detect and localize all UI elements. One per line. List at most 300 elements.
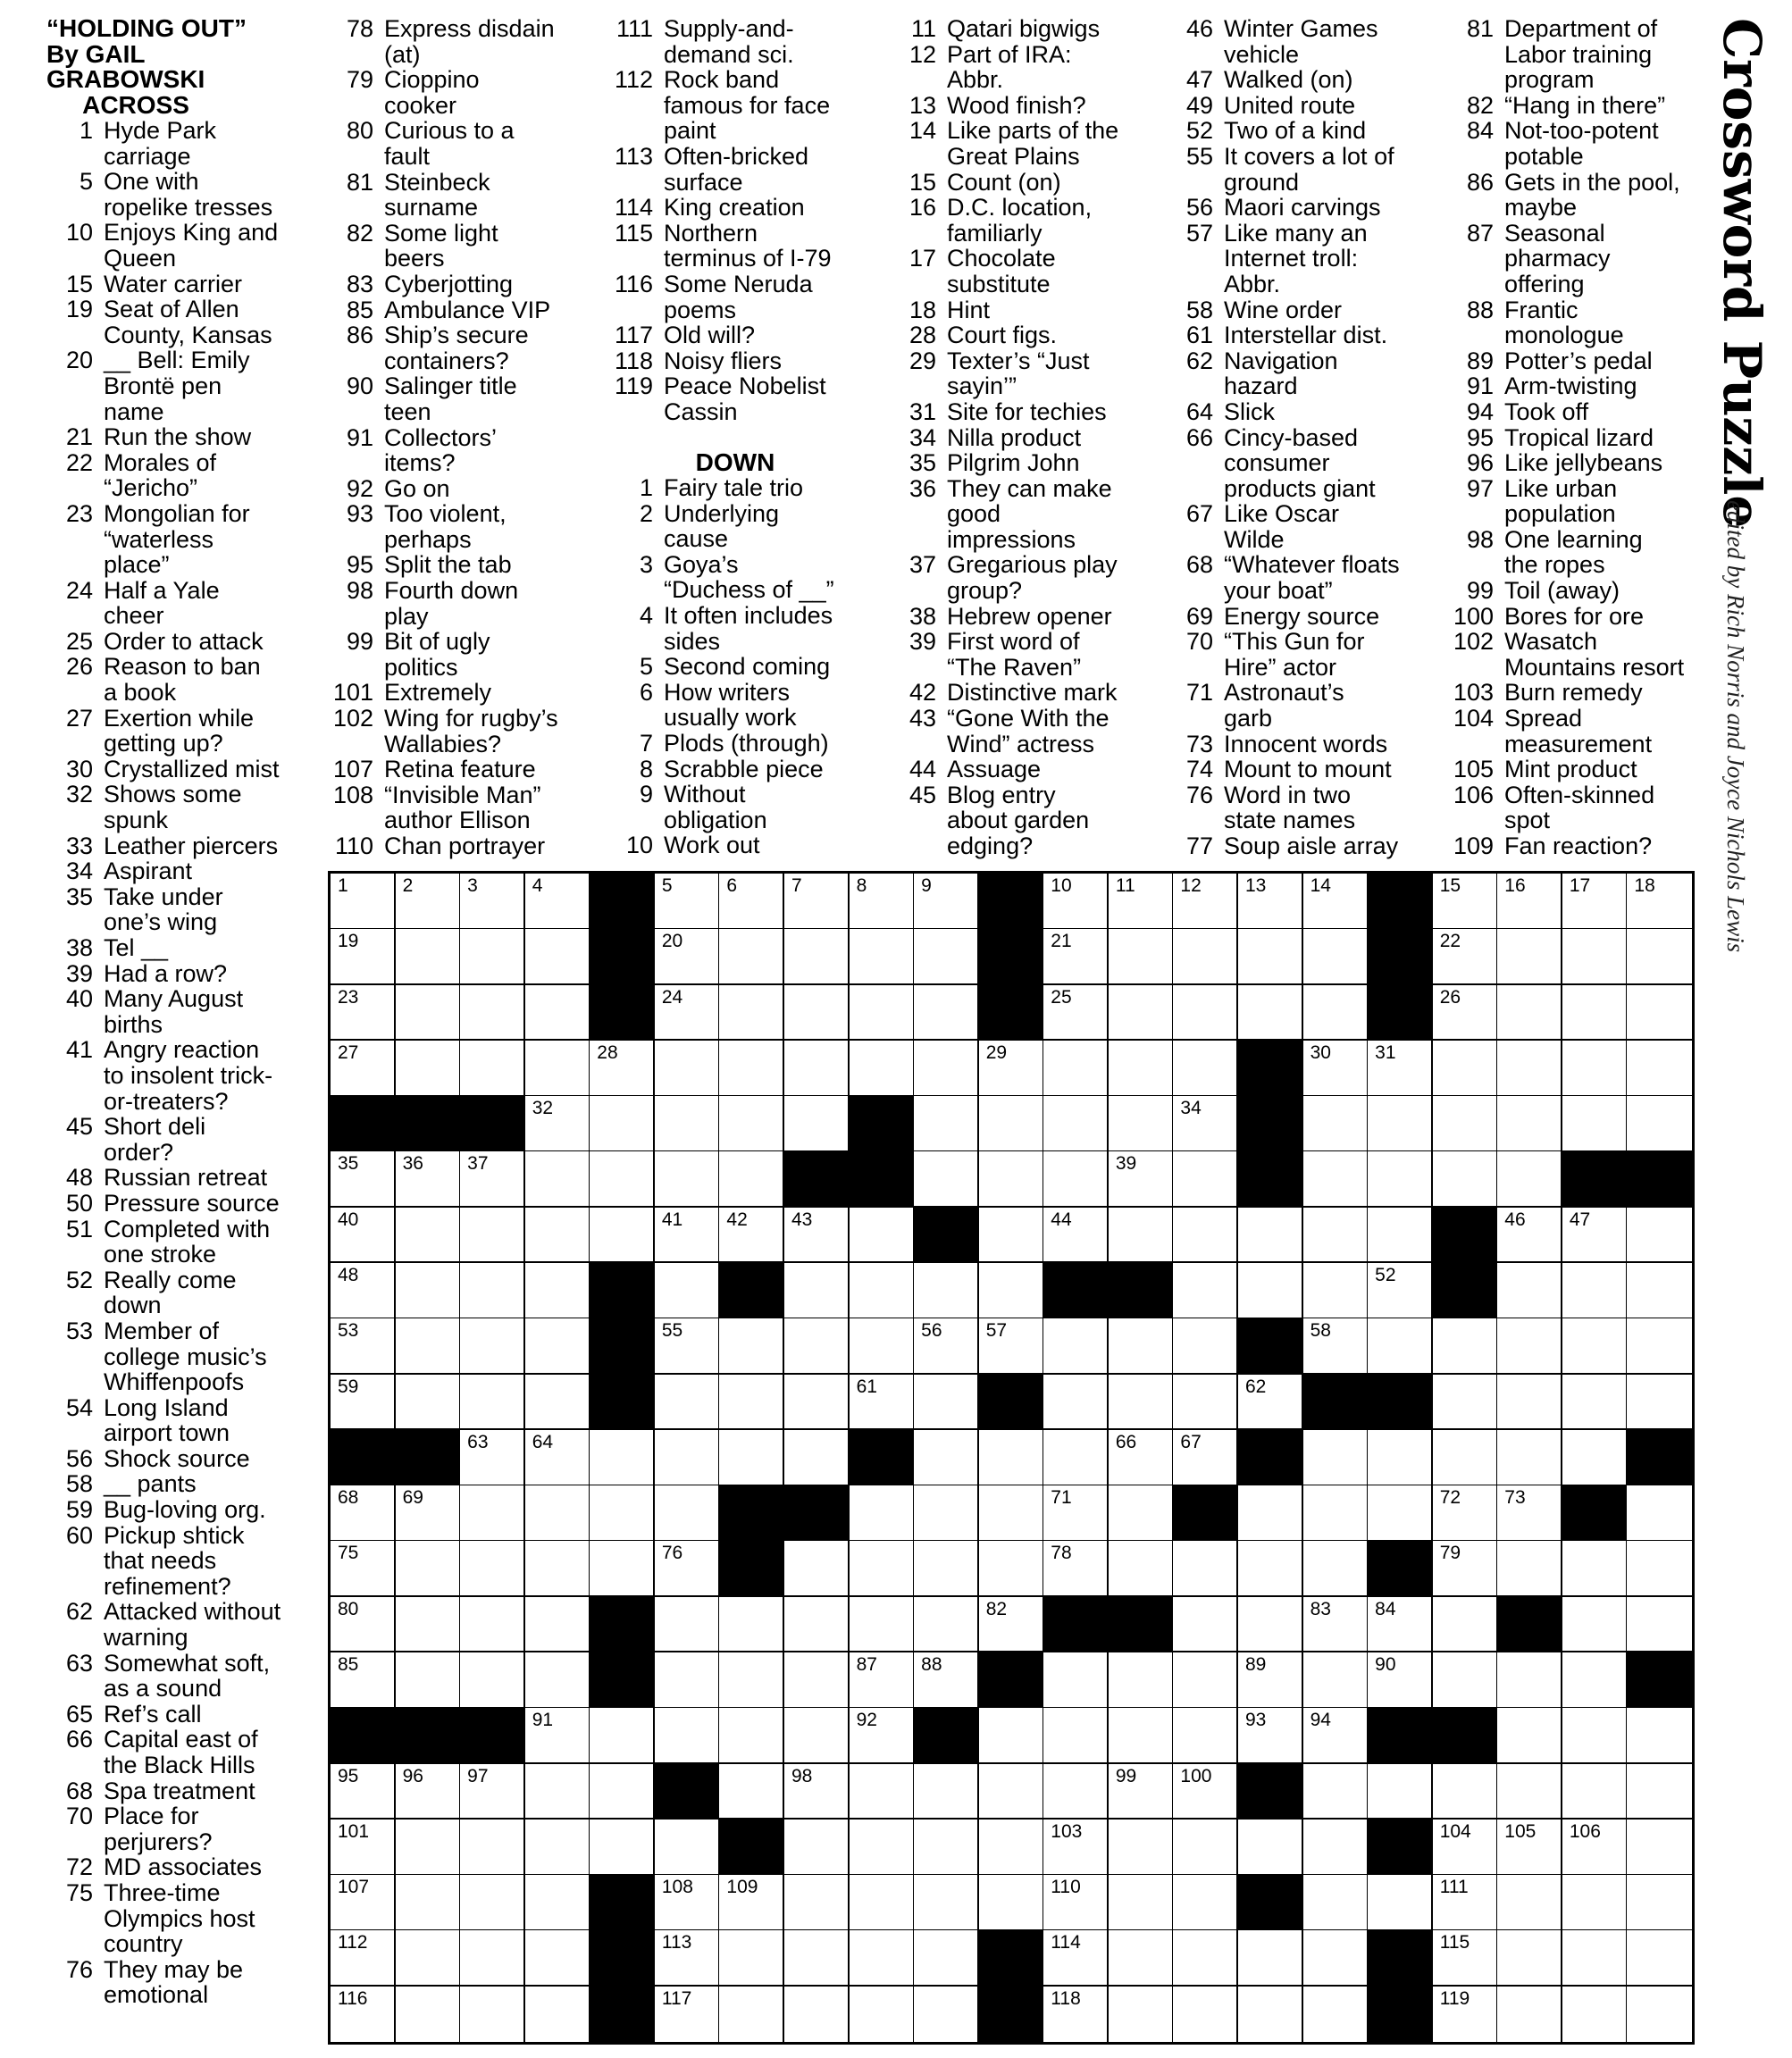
grid-cell[interactable] bbox=[1433, 1375, 1498, 1431]
grid-cell[interactable] bbox=[850, 1820, 915, 1876]
grid-cell[interactable] bbox=[1368, 1096, 1433, 1152]
grid-cell[interactable] bbox=[1043, 1375, 1109, 1431]
grid-cell[interactable] bbox=[1433, 1485, 1498, 1542]
grid-cell[interactable] bbox=[655, 1541, 720, 1597]
grid-cell[interactable] bbox=[1043, 1208, 1109, 1264]
grid-cell[interactable] bbox=[1303, 1597, 1369, 1653]
grid-cell[interactable] bbox=[525, 1541, 590, 1597]
grid-cell[interactable] bbox=[1173, 1318, 1238, 1375]
grid-cell[interactable] bbox=[331, 874, 396, 930]
grid-cell[interactable] bbox=[1238, 1597, 1303, 1653]
grid-cell[interactable] bbox=[1433, 1764, 1498, 1820]
grid-cell[interactable] bbox=[1109, 1930, 1174, 1987]
grid-cell[interactable] bbox=[1303, 1430, 1369, 1486]
grid-cell[interactable] bbox=[1238, 1541, 1303, 1597]
grid-cell[interactable] bbox=[1238, 1708, 1303, 1764]
grid-cell[interactable] bbox=[1433, 1541, 1498, 1597]
grid-cell[interactable] bbox=[1433, 1318, 1498, 1375]
grid-cell[interactable] bbox=[1497, 1820, 1562, 1876]
grid-cell[interactable] bbox=[1043, 1820, 1109, 1876]
grid-cell[interactable] bbox=[1562, 1652, 1628, 1709]
grid-cell[interactable] bbox=[719, 1930, 784, 1987]
grid-cell[interactable] bbox=[331, 1375, 396, 1431]
grid-cell[interactable] bbox=[1303, 1318, 1369, 1375]
grid-cell[interactable] bbox=[396, 1764, 461, 1820]
grid-cell[interactable] bbox=[396, 1151, 461, 1208]
grid-cell[interactable] bbox=[850, 1764, 915, 1820]
grid-cell[interactable] bbox=[396, 929, 461, 985]
grid-cell[interactable] bbox=[331, 1263, 396, 1319]
grid-cell[interactable] bbox=[719, 1375, 784, 1431]
grid-cell[interactable] bbox=[784, 929, 850, 985]
grid-cell[interactable] bbox=[1627, 1485, 1692, 1542]
grid-cell[interactable] bbox=[1433, 929, 1498, 985]
grid-cell[interactable] bbox=[850, 1987, 915, 2042]
grid-cell[interactable] bbox=[525, 929, 590, 985]
grid-cell[interactable] bbox=[784, 1430, 850, 1486]
grid-cell[interactable] bbox=[1303, 1764, 1369, 1820]
grid-cell[interactable] bbox=[784, 1263, 850, 1319]
grid-cell[interactable] bbox=[1303, 985, 1369, 1042]
grid-cell[interactable] bbox=[784, 1820, 850, 1876]
grid-cell[interactable] bbox=[784, 874, 850, 930]
grid-cell[interactable] bbox=[850, 1652, 915, 1709]
grid-cell[interactable] bbox=[1562, 985, 1628, 1042]
grid-cell[interactable] bbox=[1043, 1987, 1109, 2042]
grid-cell[interactable] bbox=[850, 1875, 915, 1931]
grid-cell[interactable] bbox=[1109, 1096, 1174, 1152]
grid-cell[interactable] bbox=[719, 1875, 784, 1931]
grid-cell[interactable] bbox=[1368, 1764, 1433, 1820]
grid-cell[interactable] bbox=[525, 1652, 590, 1709]
grid-cell[interactable] bbox=[1043, 1485, 1109, 1542]
grid-cell[interactable] bbox=[460, 1208, 525, 1264]
grid-cell[interactable] bbox=[1043, 1430, 1109, 1486]
grid-cell[interactable] bbox=[460, 1930, 525, 1987]
grid-cell[interactable] bbox=[525, 1151, 590, 1208]
grid-cell[interactable] bbox=[850, 1541, 915, 1597]
grid-cell[interactable] bbox=[979, 1430, 1044, 1486]
grid-cell[interactable] bbox=[1109, 1485, 1174, 1542]
grid-cell[interactable] bbox=[655, 1708, 720, 1764]
grid-cell[interactable] bbox=[1173, 1875, 1238, 1931]
grid-cell[interactable] bbox=[396, 1263, 461, 1319]
grid-cell[interactable] bbox=[1303, 1652, 1369, 1709]
grid-cell[interactable] bbox=[1627, 1708, 1692, 1764]
grid-cell[interactable] bbox=[655, 1041, 720, 1097]
grid-cell[interactable] bbox=[1562, 1541, 1628, 1597]
grid-cell[interactable] bbox=[914, 1764, 979, 1820]
grid-cell[interactable] bbox=[1043, 1541, 1109, 1597]
grid-cell[interactable] bbox=[1173, 1151, 1238, 1208]
grid-cell[interactable] bbox=[784, 1597, 850, 1653]
grid-cell[interactable] bbox=[914, 874, 979, 930]
grid-cell[interactable] bbox=[525, 1930, 590, 1987]
grid-cell[interactable] bbox=[331, 1041, 396, 1097]
grid-cell[interactable] bbox=[914, 1375, 979, 1431]
grid-cell[interactable] bbox=[1303, 1930, 1369, 1987]
grid-cell[interactable] bbox=[525, 1875, 590, 1931]
grid-cell[interactable] bbox=[1173, 1820, 1238, 1876]
grid-cell[interactable] bbox=[655, 1318, 720, 1375]
grid-cell[interactable] bbox=[784, 1987, 850, 2042]
grid-cell[interactable] bbox=[1109, 985, 1174, 1042]
grid-cell[interactable] bbox=[396, 1318, 461, 1375]
grid-cell[interactable] bbox=[1562, 929, 1628, 985]
grid-cell[interactable] bbox=[460, 985, 525, 1042]
grid-cell[interactable] bbox=[1433, 1987, 1498, 2042]
grid-cell[interactable] bbox=[719, 929, 784, 985]
grid-cell[interactable] bbox=[331, 1151, 396, 1208]
grid-cell[interactable] bbox=[1497, 1930, 1562, 1987]
grid-cell[interactable] bbox=[525, 985, 590, 1042]
grid-cell[interactable] bbox=[1238, 1820, 1303, 1876]
grid-cell[interactable] bbox=[1368, 1430, 1433, 1486]
grid-cell[interactable] bbox=[914, 1041, 979, 1097]
grid-cell[interactable] bbox=[1173, 1430, 1238, 1486]
grid-cell[interactable] bbox=[979, 1096, 1044, 1152]
grid-cell[interactable] bbox=[719, 1987, 784, 2042]
grid-cell[interactable] bbox=[396, 874, 461, 930]
grid-cell[interactable] bbox=[914, 1151, 979, 1208]
grid-cell[interactable] bbox=[460, 1485, 525, 1542]
grid-cell[interactable] bbox=[1562, 1820, 1628, 1876]
grid-cell[interactable] bbox=[331, 1597, 396, 1653]
grid-cell[interactable] bbox=[850, 1208, 915, 1264]
grid-cell[interactable] bbox=[719, 1318, 784, 1375]
grid-cell[interactable] bbox=[1368, 1041, 1433, 1097]
grid-cell[interactable] bbox=[1562, 1708, 1628, 1764]
grid-cell[interactable] bbox=[1562, 1930, 1628, 1987]
grid-cell[interactable] bbox=[1238, 1930, 1303, 1987]
grid-cell[interactable] bbox=[1433, 1041, 1498, 1097]
grid-cell[interactable] bbox=[1562, 1263, 1628, 1319]
grid-cell[interactable] bbox=[1368, 1208, 1433, 1264]
grid-cell[interactable] bbox=[1303, 1987, 1369, 2042]
grid-cell[interactable] bbox=[655, 1208, 720, 1264]
grid-cell[interactable] bbox=[719, 1652, 784, 1709]
grid-cell[interactable] bbox=[1043, 1764, 1109, 1820]
grid-cell[interactable] bbox=[1303, 1151, 1369, 1208]
grid-cell[interactable] bbox=[1627, 1375, 1692, 1431]
grid-cell[interactable] bbox=[1562, 1096, 1628, 1152]
grid-cell[interactable] bbox=[979, 1597, 1044, 1653]
grid-cell[interactable] bbox=[1043, 1652, 1109, 1709]
grid-cell[interactable] bbox=[914, 1987, 979, 2042]
grid-cell[interactable] bbox=[525, 1597, 590, 1653]
grid-cell[interactable] bbox=[1562, 1041, 1628, 1097]
grid-cell[interactable] bbox=[460, 1597, 525, 1653]
grid-cell[interactable] bbox=[1303, 874, 1369, 930]
grid-cell[interactable] bbox=[1368, 1875, 1433, 1931]
grid-cell[interactable] bbox=[979, 1208, 1044, 1264]
grid-cell[interactable] bbox=[784, 1930, 850, 1987]
grid-cell[interactable] bbox=[525, 1485, 590, 1542]
grid-cell[interactable] bbox=[396, 1652, 461, 1709]
grid-cell[interactable] bbox=[1627, 1096, 1692, 1152]
grid-cell[interactable] bbox=[331, 1764, 396, 1820]
grid-cell[interactable] bbox=[396, 1041, 461, 1097]
grid-cell[interactable] bbox=[1627, 1930, 1692, 1987]
grid-cell[interactable] bbox=[1043, 1875, 1109, 1931]
grid-cell[interactable] bbox=[784, 1375, 850, 1431]
grid-cell[interactable] bbox=[1562, 1987, 1628, 2042]
grid-cell[interactable] bbox=[460, 1318, 525, 1375]
grid-cell[interactable] bbox=[1368, 1485, 1433, 1542]
grid-cell[interactable] bbox=[331, 1820, 396, 1876]
grid-cell[interactable] bbox=[1238, 1263, 1303, 1319]
grid-cell[interactable] bbox=[1173, 1263, 1238, 1319]
grid-cell[interactable] bbox=[1173, 1987, 1238, 2042]
grid-cell[interactable] bbox=[1627, 1875, 1692, 1931]
grid-cell[interactable] bbox=[979, 1820, 1044, 1876]
grid-cell[interactable] bbox=[655, 1820, 720, 1876]
grid-cell[interactable] bbox=[525, 1041, 590, 1097]
grid-cell[interactable] bbox=[1497, 1318, 1562, 1375]
grid-cell[interactable] bbox=[979, 1151, 1044, 1208]
grid-cell[interactable] bbox=[914, 1597, 979, 1653]
grid-cell[interactable] bbox=[396, 985, 461, 1042]
grid-cell[interactable] bbox=[1173, 985, 1238, 1042]
grid-cell[interactable] bbox=[590, 1041, 655, 1097]
grid-cell[interactable] bbox=[914, 1875, 979, 1931]
grid-cell[interactable] bbox=[525, 1987, 590, 2042]
grid-cell[interactable] bbox=[525, 1263, 590, 1319]
grid-cell[interactable] bbox=[719, 1096, 784, 1152]
grid-cell[interactable] bbox=[1627, 1597, 1692, 1653]
grid-cell[interactable] bbox=[1368, 1318, 1433, 1375]
grid-cell[interactable] bbox=[850, 1708, 915, 1764]
grid-cell[interactable] bbox=[460, 929, 525, 985]
grid-cell[interactable] bbox=[850, 1318, 915, 1375]
grid-cell[interactable] bbox=[1043, 1151, 1109, 1208]
grid-cell[interactable] bbox=[655, 1930, 720, 1987]
grid-cell[interactable] bbox=[331, 1485, 396, 1542]
grid-cell[interactable] bbox=[1368, 1263, 1433, 1319]
grid-cell[interactable] bbox=[1303, 1820, 1369, 1876]
grid-cell[interactable] bbox=[784, 985, 850, 1042]
grid-cell[interactable] bbox=[1562, 1764, 1628, 1820]
grid-cell[interactable] bbox=[1238, 874, 1303, 930]
grid-cell[interactable] bbox=[1562, 1375, 1628, 1431]
grid-cell[interactable] bbox=[914, 929, 979, 985]
grid-cell[interactable] bbox=[1497, 929, 1562, 985]
grid-cell[interactable] bbox=[1497, 1263, 1562, 1319]
grid-cell[interactable] bbox=[331, 1208, 396, 1264]
grid-cell[interactable] bbox=[331, 985, 396, 1042]
grid-cell[interactable] bbox=[1303, 1041, 1369, 1097]
grid-cell[interactable] bbox=[914, 1541, 979, 1597]
grid-cell[interactable] bbox=[719, 1430, 784, 1486]
grid-cell[interactable] bbox=[1173, 1652, 1238, 1709]
grid-cell[interactable] bbox=[590, 1820, 655, 1876]
grid-cell[interactable] bbox=[1238, 929, 1303, 985]
grid-cell[interactable] bbox=[1109, 1708, 1174, 1764]
grid-cell[interactable] bbox=[1562, 1318, 1628, 1375]
grid-cell[interactable] bbox=[850, 929, 915, 985]
grid-cell[interactable] bbox=[1368, 1151, 1433, 1208]
grid-cell[interactable] bbox=[1173, 1541, 1238, 1597]
grid-cell[interactable] bbox=[979, 1263, 1044, 1319]
grid-cell[interactable] bbox=[331, 1930, 396, 1987]
grid-cell[interactable] bbox=[1109, 1318, 1174, 1375]
grid-cell[interactable] bbox=[914, 1485, 979, 1542]
grid-cell[interactable] bbox=[460, 1875, 525, 1931]
grid-cell[interactable] bbox=[1109, 929, 1174, 985]
grid-cell[interactable] bbox=[331, 1541, 396, 1597]
grid-cell[interactable] bbox=[850, 1930, 915, 1987]
grid-cell[interactable] bbox=[460, 1263, 525, 1319]
grid-cell[interactable] bbox=[850, 985, 915, 1042]
grid-cell[interactable] bbox=[590, 1708, 655, 1764]
grid-cell[interactable] bbox=[1303, 1541, 1369, 1597]
grid-cell[interactable] bbox=[1173, 1041, 1238, 1097]
grid-cell[interactable] bbox=[331, 1318, 396, 1375]
grid-cell[interactable] bbox=[979, 1485, 1044, 1542]
grid-cell[interactable] bbox=[1173, 1208, 1238, 1264]
grid-cell[interactable] bbox=[655, 1375, 720, 1431]
grid-cell[interactable] bbox=[396, 1597, 461, 1653]
grid-cell[interactable] bbox=[1497, 1096, 1562, 1152]
grid-cell[interactable] bbox=[1109, 1541, 1174, 1597]
grid-cell[interactable] bbox=[1433, 1597, 1498, 1653]
grid-cell[interactable] bbox=[1303, 1708, 1369, 1764]
grid-cell[interactable] bbox=[719, 1151, 784, 1208]
grid-cell[interactable] bbox=[1173, 1708, 1238, 1764]
grid-cell[interactable] bbox=[460, 1987, 525, 2042]
grid-cell[interactable] bbox=[914, 1430, 979, 1486]
grid-cell[interactable] bbox=[1627, 1041, 1692, 1097]
grid-cell[interactable] bbox=[655, 1987, 720, 2042]
grid-cell[interactable] bbox=[914, 985, 979, 1042]
grid-cell[interactable] bbox=[850, 874, 915, 930]
grid-cell[interactable] bbox=[1173, 1764, 1238, 1820]
grid-cell[interactable] bbox=[784, 1764, 850, 1820]
grid-cell[interactable] bbox=[525, 1318, 590, 1375]
grid-cell[interactable] bbox=[1173, 1096, 1238, 1152]
grid-cell[interactable] bbox=[525, 1375, 590, 1431]
grid-cell[interactable] bbox=[719, 874, 784, 930]
grid-cell[interactable] bbox=[396, 1208, 461, 1264]
grid-cell[interactable] bbox=[1043, 1318, 1109, 1375]
grid-cell[interactable] bbox=[1433, 1151, 1498, 1208]
grid-cell[interactable] bbox=[590, 1764, 655, 1820]
grid-cell[interactable] bbox=[460, 1041, 525, 1097]
grid-cell[interactable] bbox=[850, 1263, 915, 1319]
grid-cell[interactable] bbox=[1433, 1430, 1498, 1486]
grid-cell[interactable] bbox=[396, 1375, 461, 1431]
grid-cell[interactable] bbox=[1238, 1485, 1303, 1542]
grid-cell[interactable] bbox=[525, 1708, 590, 1764]
grid-cell[interactable] bbox=[460, 874, 525, 930]
grid-cell[interactable] bbox=[525, 1430, 590, 1486]
grid-cell[interactable] bbox=[1368, 1652, 1433, 1709]
grid-cell[interactable] bbox=[655, 1652, 720, 1709]
grid-cell[interactable] bbox=[719, 1041, 784, 1097]
grid-cell[interactable] bbox=[1627, 985, 1692, 1042]
grid-cell[interactable] bbox=[914, 1318, 979, 1375]
grid-cell[interactable] bbox=[396, 1930, 461, 1987]
grid-cell[interactable] bbox=[460, 1541, 525, 1597]
grid-cell[interactable] bbox=[331, 1987, 396, 2042]
grid-cell[interactable] bbox=[525, 1764, 590, 1820]
grid-cell[interactable] bbox=[1497, 1541, 1562, 1597]
grid-cell[interactable] bbox=[784, 1652, 850, 1709]
grid-cell[interactable] bbox=[1109, 1820, 1174, 1876]
grid-cell[interactable] bbox=[1238, 1652, 1303, 1709]
grid-cell[interactable] bbox=[655, 985, 720, 1042]
grid-cell[interactable] bbox=[1043, 874, 1109, 930]
grid-cell[interactable] bbox=[784, 1041, 850, 1097]
grid-cell[interactable] bbox=[525, 1820, 590, 1876]
grid-cell[interactable] bbox=[1627, 1318, 1692, 1375]
grid-cell[interactable] bbox=[1562, 1430, 1628, 1486]
grid-cell[interactable] bbox=[1627, 1263, 1692, 1319]
grid-cell[interactable] bbox=[1433, 874, 1498, 930]
grid-cell[interactable] bbox=[1238, 985, 1303, 1042]
grid-cell[interactable] bbox=[914, 1263, 979, 1319]
grid-cell[interactable] bbox=[719, 1597, 784, 1653]
grid-cell[interactable] bbox=[719, 1208, 784, 1264]
grid-cell[interactable] bbox=[1109, 1375, 1174, 1431]
grid-cell[interactable] bbox=[1368, 1597, 1433, 1653]
grid-cell[interactable] bbox=[784, 1096, 850, 1152]
grid-cell[interactable] bbox=[460, 1764, 525, 1820]
grid-cell[interactable] bbox=[460, 1820, 525, 1876]
grid-cell[interactable] bbox=[1043, 929, 1109, 985]
grid-cell[interactable] bbox=[1433, 1820, 1498, 1876]
grid-cell[interactable] bbox=[1627, 1820, 1692, 1876]
grid-cell[interactable] bbox=[396, 1541, 461, 1597]
grid-cell[interactable] bbox=[460, 1375, 525, 1431]
grid-cell[interactable] bbox=[1562, 1208, 1628, 1264]
grid-cell[interactable] bbox=[1109, 1041, 1174, 1097]
grid-cell[interactable] bbox=[1303, 1208, 1369, 1264]
grid-cell[interactable] bbox=[655, 1597, 720, 1653]
grid-cell[interactable] bbox=[396, 1485, 461, 1542]
grid-cell[interactable] bbox=[784, 1875, 850, 1931]
grid-cell[interactable] bbox=[460, 1652, 525, 1709]
grid-cell[interactable] bbox=[850, 1597, 915, 1653]
grid-cell[interactable] bbox=[1043, 1708, 1109, 1764]
grid-cell[interactable] bbox=[1497, 1875, 1562, 1931]
grid-cell[interactable] bbox=[1173, 874, 1238, 930]
grid-cell[interactable] bbox=[979, 1541, 1044, 1597]
grid-cell[interactable] bbox=[1627, 929, 1692, 985]
grid-cell[interactable] bbox=[331, 1652, 396, 1709]
grid-cell[interactable] bbox=[1173, 1597, 1238, 1653]
grid-cell[interactable] bbox=[1562, 874, 1628, 930]
grid-cell[interactable] bbox=[1497, 1375, 1562, 1431]
grid-cell[interactable] bbox=[1433, 1875, 1498, 1931]
grid-cell[interactable] bbox=[655, 874, 720, 930]
grid-cell[interactable] bbox=[655, 929, 720, 985]
grid-cell[interactable] bbox=[590, 1096, 655, 1152]
grid-cell[interactable] bbox=[460, 1151, 525, 1208]
grid-cell[interactable] bbox=[850, 1485, 915, 1542]
grid-cell[interactable] bbox=[396, 1987, 461, 2042]
grid-cell[interactable] bbox=[1627, 1764, 1692, 1820]
grid-cell[interactable] bbox=[1497, 985, 1562, 1042]
grid-cell[interactable] bbox=[525, 1096, 590, 1152]
grid-cell[interactable] bbox=[850, 1375, 915, 1431]
grid-cell[interactable] bbox=[1303, 1263, 1369, 1319]
grid-cell[interactable] bbox=[979, 1318, 1044, 1375]
grid-cell[interactable] bbox=[784, 1708, 850, 1764]
grid-cell[interactable] bbox=[1303, 929, 1369, 985]
grid-cell[interactable] bbox=[1043, 1041, 1109, 1097]
grid-cell[interactable] bbox=[1433, 1652, 1498, 1709]
